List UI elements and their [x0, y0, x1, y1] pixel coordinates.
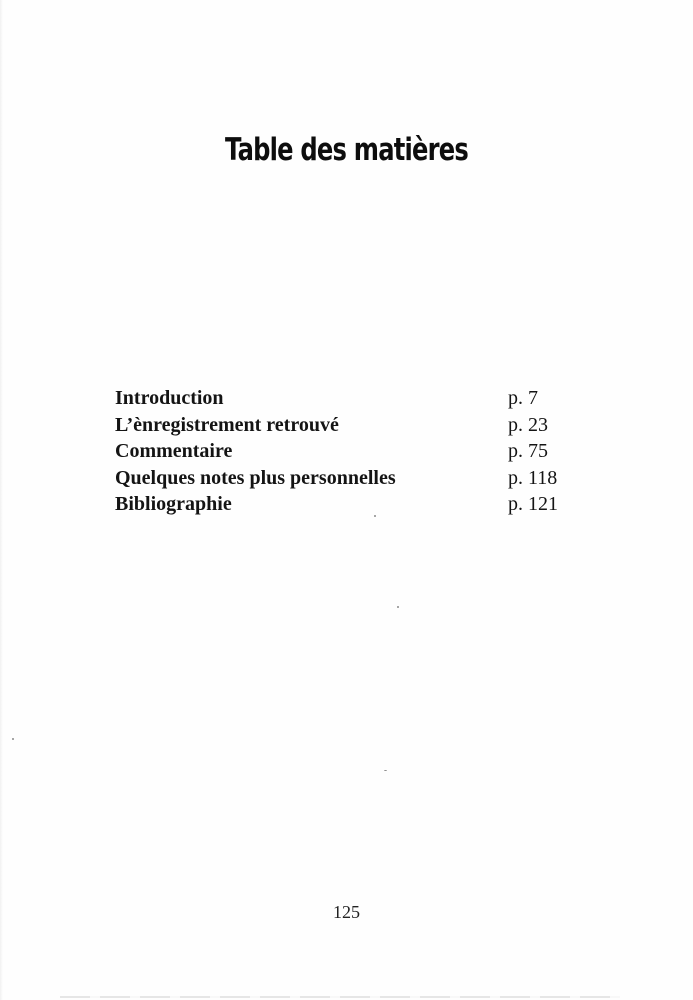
toc-entry-label: Introduction: [115, 387, 224, 409]
toc-entry: [115, 491, 575, 518]
toc-entry-page: p. 121: [508, 493, 558, 515]
scan-speck: [12, 738, 14, 740]
toc-entry-page: p. 75: [508, 440, 548, 462]
scan-speck: [374, 515, 376, 517]
toc-entry: [115, 438, 575, 465]
toc-entry-page: p. 7: [508, 387, 538, 409]
toc-entry-label: Commentaire: [115, 440, 233, 462]
toc-entry: [115, 465, 575, 492]
toc-entry: [115, 412, 575, 439]
table-of-contents: [115, 385, 575, 518]
scan-speck: [384, 770, 387, 771]
scan-speck: [397, 606, 399, 608]
page-number: 125: [333, 902, 360, 922]
toc-entry: [115, 385, 575, 412]
scan-bottom-edge: [60, 996, 620, 998]
toc-entry-label: Quelques notes plus personnelles: [115, 466, 396, 489]
page-title: Table des matières: [224, 132, 469, 168]
toc-entry-page: p. 118: [508, 466, 558, 489]
scan-edge-shadow: [0, 0, 3, 1000]
toc-entry-label: L’ènregistrement retrouvé: [115, 413, 339, 436]
toc-entry-page: p. 23: [508, 413, 548, 436]
toc-entry-label: Bibliographie: [115, 493, 232, 515]
